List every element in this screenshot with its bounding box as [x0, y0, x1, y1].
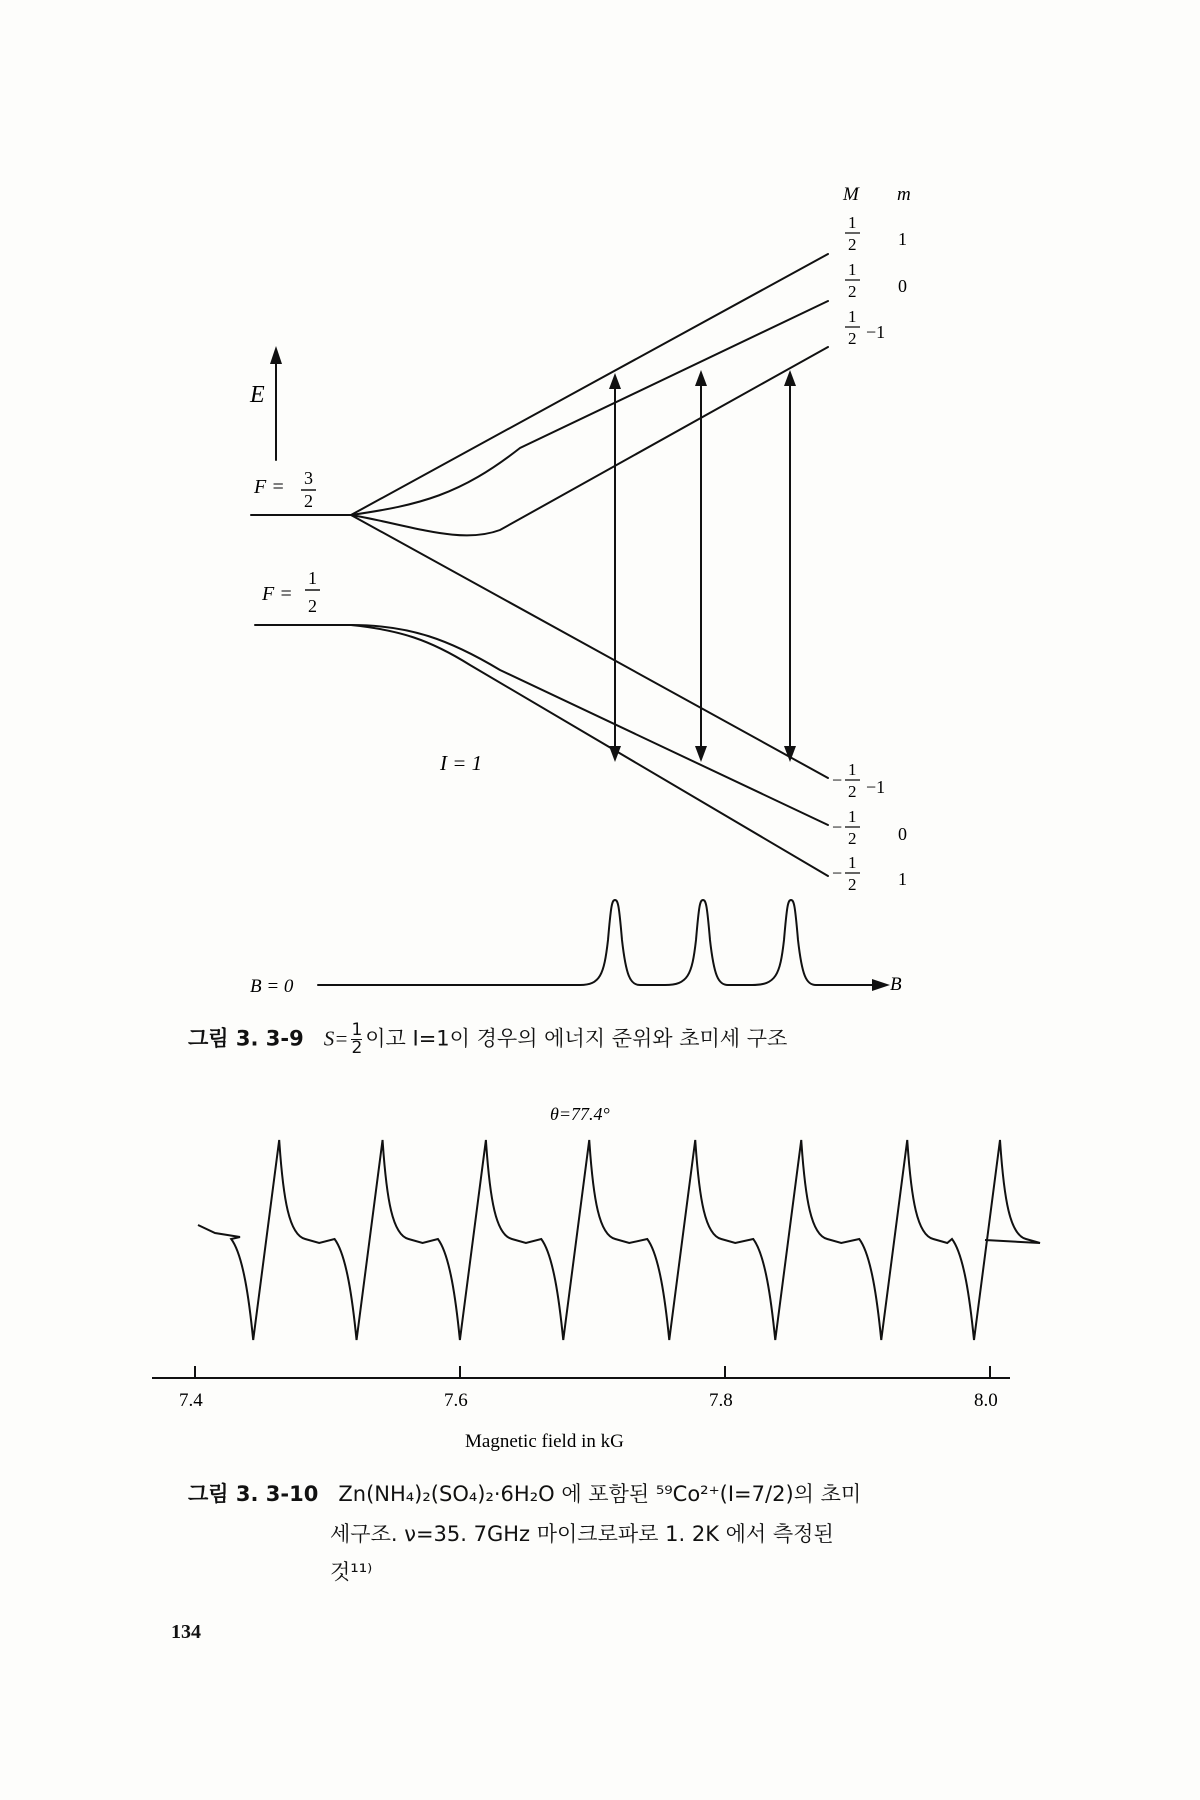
- upper-level-1-m: 1: [898, 229, 907, 249]
- spectrum-trace: [198, 1140, 1040, 1340]
- label-f-one-half-den: 2: [308, 596, 317, 616]
- x-tick-label-0: 7.4: [179, 1390, 203, 1411]
- caption-9-s: S=: [323, 1026, 349, 1051]
- caption-10-line2: 세구조. ν=35. 7GHz 마이크로파로 1. 2K 에서 측정된: [330, 1522, 834, 1546]
- lower-level-1-M-num: 1: [848, 760, 857, 779]
- caption-9-text: 이고 I=1이 경우의 에너지 준위와 초미세 구조: [365, 1026, 788, 1051]
- caption-9-frac-den: 2: [351, 1038, 363, 1058]
- x-tick-label-3: 8.0: [974, 1390, 998, 1411]
- upper-level-1-M-num: 1: [848, 213, 857, 232]
- field-axis-label: B: [890, 974, 902, 995]
- label-f-three-halves-prefix: F =: [254, 476, 285, 498]
- upper-level-2-m: 0: [898, 276, 907, 296]
- lower-level-2-m: 0: [898, 824, 907, 844]
- label-f-one-half-prefix: F =: [262, 583, 293, 605]
- upper-level-1-M-den: 2: [848, 235, 857, 254]
- x-tick-label-1: 7.6: [444, 1390, 468, 1411]
- upper-level-2-M-den: 2: [848, 282, 857, 301]
- energy-axis-label: E: [250, 382, 265, 408]
- upper-level-2-M-num: 1: [848, 260, 857, 279]
- label-f-one-half-num: 1: [308, 568, 317, 588]
- caption-10-line1: Zn(NH₄)₂(SO₄)₂·6H₂O 에 포함된 ⁵⁹Co²⁺(I=7/2)의 초미: [338, 1482, 862, 1506]
- lower-level-2-M-sign: −: [832, 817, 843, 837]
- lower-level-1-M-sign: −: [832, 770, 843, 790]
- caption-10-number: 그림 3. 3-10: [188, 1482, 319, 1506]
- caption-9-frac-num: 1: [351, 1020, 363, 1040]
- nuclear-spin-label: I = 1: [440, 751, 483, 775]
- lower-level-3-M-den: 2: [848, 875, 857, 894]
- lower-level-1-m: −1: [866, 777, 886, 797]
- label-f-three-halves-den: 2: [304, 491, 313, 511]
- label-f-three-halves-num: 3: [304, 468, 313, 488]
- caption-10-line3: 것¹¹⁾: [330, 1560, 373, 1584]
- caption-figure-10: [188, 1478, 861, 1508]
- caption-9-number: 그림 3. 3-9: [188, 1026, 304, 1051]
- lower-level-3-M-sign: −: [832, 863, 843, 883]
- header-m: m: [897, 184, 911, 205]
- upper-level-3-M-num: 1: [848, 307, 857, 326]
- angle-label: θ=77.4°: [550, 1104, 610, 1124]
- header-M: M: [843, 184, 859, 205]
- baseline-label: B = 0: [250, 976, 294, 997]
- lower-level-3-M-num: 1: [848, 853, 857, 872]
- page-number: 134: [171, 1621, 201, 1643]
- lower-level-2-M-den: 2: [848, 829, 857, 848]
- x-axis-label: Magnetic field in kG: [465, 1431, 624, 1452]
- x-tick-label-2: 7.8: [709, 1390, 733, 1411]
- upper-level-3-m: −1: [866, 322, 886, 342]
- lower-level-3-m: 1: [898, 869, 907, 889]
- lower-level-1-M-den: 2: [848, 782, 857, 801]
- upper-level-3-M-den: 2: [848, 329, 857, 348]
- lower-level-2-M-num: 1: [848, 807, 857, 826]
